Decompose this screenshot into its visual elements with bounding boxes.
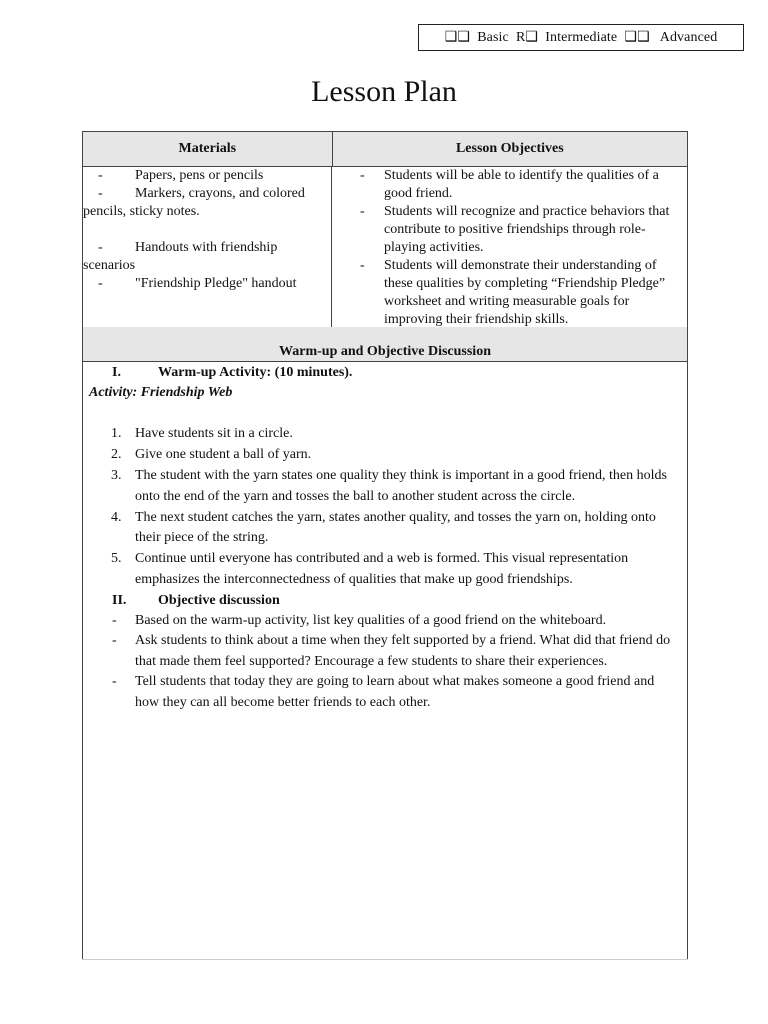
activity-title: Activity: Friendship Web (89, 385, 233, 400)
objectives-header: Lesson Objectives (455, 141, 564, 156)
spacer (98, 221, 327, 239)
list-item: 3. The student with the yarn states one quality they think is important in a good friend, then holds onto the end of the yarn and tosses the ball to another student across the circle. (111, 468, 667, 504)
bottom-rule (82, 959, 688, 960)
discussion-heading-text: Objective discussion (158, 592, 280, 608)
list-item: - Markers, crayons, and colored pencils, sticky notes. (83, 186, 305, 219)
section-title: Warm-up and Objective Discussion (279, 344, 491, 359)
list-item: - Ask students to think about a time when they felt supported by a friend. What did that friend do that made them feel supported? Encourage a few students to share their experiences. (112, 633, 671, 669)
materials-header: Materials (83, 132, 333, 166)
table-header-row (83, 132, 687, 167)
level-selector-text: ❑❑ Basic R❑ Intermediate ❑❑ Advanced (444, 30, 718, 45)
list-item: - "Friendship Pledge" handout (98, 276, 297, 291)
spacer (83, 403, 687, 424)
list-item: - Tell students that today they are going to learn about what makes someone a good friend and how they can all become better friends to each other. (112, 674, 655, 710)
list-item: - Students will demonstrate their understanding of these qualities by completing “Friendship Pledge” worksheet and writing measurable goals for improving their friendship skills. (360, 258, 666, 327)
discussion-items (83, 611, 687, 714)
lesson-table (82, 131, 688, 960)
warmup-numeral: I. (112, 365, 121, 380)
list-item: 1. Have students sit in a circle. (111, 426, 293, 441)
page-title: Lesson Plan (311, 75, 457, 108)
list-item: - Students will recognize and practice behaviors that contribute to positive friendships through role-playing activities. (360, 204, 670, 255)
list-item: 2. Give one student a ball of yarn. (111, 447, 312, 462)
warmup-heading (83, 363, 687, 383)
section-content (83, 363, 687, 713)
warmup-steps (83, 424, 687, 590)
list-item: - Students will be able to identify the qualities of a good friend. (360, 168, 659, 201)
warmup-heading-text: Warm-up Activity: (10 minutes). (158, 365, 353, 380)
level-selector[interactable] (418, 24, 744, 51)
materials-cell (83, 167, 332, 327)
section-title-bar (83, 327, 687, 362)
list-item: 5. Continue until everyone has contributed and a web is formed. This visual representation emphasizes the interconnectedness of qualities that make up good friendships. (111, 551, 629, 587)
list-item: - Based on the warm-up activity, list key qualities of a good friend on the whiteboard. (112, 612, 607, 628)
discussion-numeral: II. (112, 592, 127, 608)
list-item: - Handouts with friendship scenarios (83, 240, 278, 273)
objectives-cell (332, 167, 687, 327)
list-item: 4. The next student catches the yarn, states another quality, and tosses the yarn on, holding onto their piece of the string. (111, 509, 656, 545)
discussion-heading (83, 591, 687, 611)
table-body-row (83, 167, 687, 327)
list-item: - Papers, pens or pencils (98, 168, 264, 183)
